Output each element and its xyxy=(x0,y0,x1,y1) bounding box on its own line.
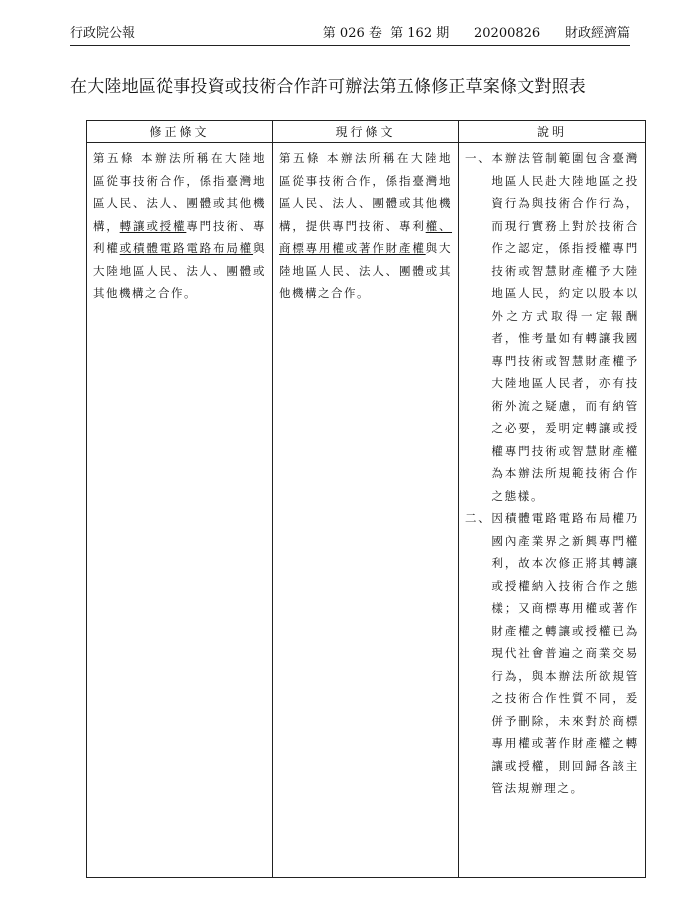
amended-underlined-change: 轉讓或授權 xyxy=(119,218,187,233)
current-text-part: 與大陸地區人民、法人、團體或其他機構之合作。 xyxy=(279,241,453,300)
current-text-part: 本辦法所稱在大陸地區從事技術合作，係指臺灣地區人民、法人、團體或其他機構，提供專門技術、專利 xyxy=(279,151,452,233)
page-header xyxy=(70,24,630,46)
publication-name: 行政院公報 xyxy=(70,26,136,41)
issue-number: 第 162 期 xyxy=(390,26,450,41)
amended-text-part: 本辦法所稱在大陸地區從事技術合作，係指臺灣地區人民、法人、團體或其他機構， xyxy=(93,151,266,233)
explanation-cell xyxy=(459,143,646,878)
amended-article-number: 第五條 xyxy=(93,151,135,165)
amended-cell xyxy=(87,143,273,878)
header-current: 現行條文 xyxy=(273,121,459,143)
explanation-item xyxy=(465,507,639,800)
issue-date: 20200826 xyxy=(474,26,541,41)
comparison-table xyxy=(86,120,646,878)
current-text xyxy=(279,147,452,305)
volume-number: 第 026 卷 xyxy=(322,26,382,41)
section-category: 財政經濟篇 xyxy=(564,26,630,41)
header-explanation: 說明 xyxy=(459,121,646,143)
header-amended: 修正條文 xyxy=(87,121,273,143)
item-number: 二、 xyxy=(465,511,492,525)
amended-text-part: 與大陸地區人民、法人、團體或其他機構之合作。 xyxy=(93,241,267,300)
table-row xyxy=(87,143,646,878)
item-text: 因積體電路電路布局權乃國內產業界之新興專門權利，故本次修正將其轉讓或授權納入技術合作之態樣；又商標專用權或著作財產權之轉讓或授權已為現代社會普遍之商業交易行為，與本辦法所欲規管之技術合作性質不同，爰併予刪除，未來對於商標專用權或著作財產權之轉讓或授權，則回歸各該主管法規辦理之。 xyxy=(491,511,639,795)
explanation-item xyxy=(465,147,639,507)
amended-underlined-change: 或積體電路電路布局權 xyxy=(119,241,254,255)
current-cell xyxy=(273,143,459,878)
amended-text-part: 專門技術、專利權 xyxy=(93,218,267,255)
document-title: 在大陸地區從事投資或技術合作許可辦法第五條修正草案條文對照表 xyxy=(70,77,586,97)
issue-info xyxy=(323,24,630,44)
table-header-row xyxy=(87,121,646,143)
current-underlined-change: 權、商標專用權或著作財產權 xyxy=(279,218,453,255)
item-text: 本辦法管制範圍包含臺灣地區人民赴大陸地區之投資行為與技術合作行為，而現行實務上對於技術合作之認定，係指授權專門技術或智慧財產權予大陸地區人民，約定以股本以外之方式取得一定報酬者，惟考量如有轉讓我國專門技術或智慧財產權予大陸地區人民者，亦有技術外流之疑慮，而有納管之必要，爰明定轉讓或授權專門技術或智慧財產權為本辦法所規範技術合作之態樣。 xyxy=(491,151,639,503)
amended-text xyxy=(93,147,266,305)
item-number: 一、 xyxy=(465,151,492,165)
current-article-number: 第五條 xyxy=(279,151,321,165)
